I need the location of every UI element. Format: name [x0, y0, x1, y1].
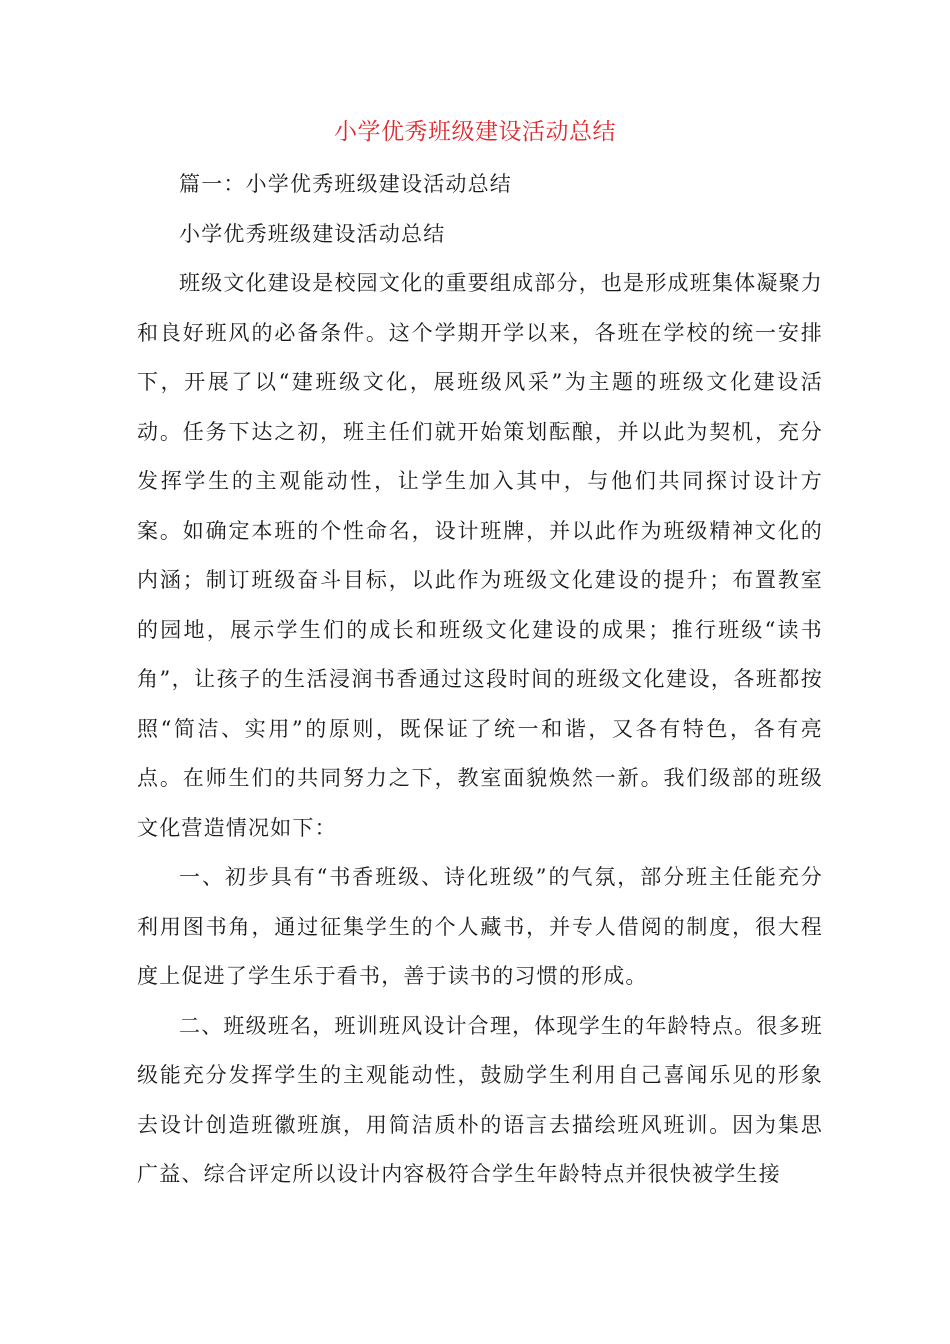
- document-title: 小学优秀班级建设活动总结: [334, 119, 616, 145]
- document-body: [137, 160, 823, 1200]
- section-heading: 篇一：小学优秀班级建设活动总结: [179, 172, 512, 196]
- subtitle: 小学优秀班级建设活动总结: [179, 221, 446, 246]
- paragraph-intro: 班级文化建设是校园文化的重要组成部分，也是形成班集体凝聚力和良好班风的必备条件。这个学期开学以来，各班在学校的统一安排下，开展了以“建班级文化，展班级风采”为主题的班级文化建设活动。任务下达之初，班主任们就开始策划酝酿，并以此为契机，充分发挥学生的主观能动性，让学生加入其中，与他们共同探讨设计方案。如确定本班的个性命名，设计班牌，并以此作为班级精神文化的内涵；制订班级奋斗目标，以此作为班级文化建设的提升；布置教室的园地，展示学生们的成长和班级文化建设的成果；推行班级“读书角”，让孩子的生活浸润书香通过这段时间的班级文化建设，各班都按照“简洁、实用”的原则，既保证了统一和谐，又各有特色，各有亮点。在师生们的共同努力之下，教室面貌焕然一新。我们级部的班级文化营造情况如下：: [137, 271, 823, 840]
- paragraph-point-1: 一、初步具有“书香班级、诗化班级”的气氛，部分班主任能充分利用图书角，通过征集学生的个人藏书，并专人借阅的制度，很大程度上促进了学生乐于看书，善于读书的习惯的形成。: [137, 865, 823, 988]
- paragraph-point-2: 二、班级班名，班训班风设计合理，体现学生的年龄特点。很多班级能充分发挥学生的主观能动性，鼓励学生利用自己喜闻乐见的形象去设计创造班徽班旗，用简洁质朴的语言去描绘班风班训。因为集思广益、综合评定所以设计内容极符合学生年龄特点并很快被学生接: [137, 1013, 823, 1186]
